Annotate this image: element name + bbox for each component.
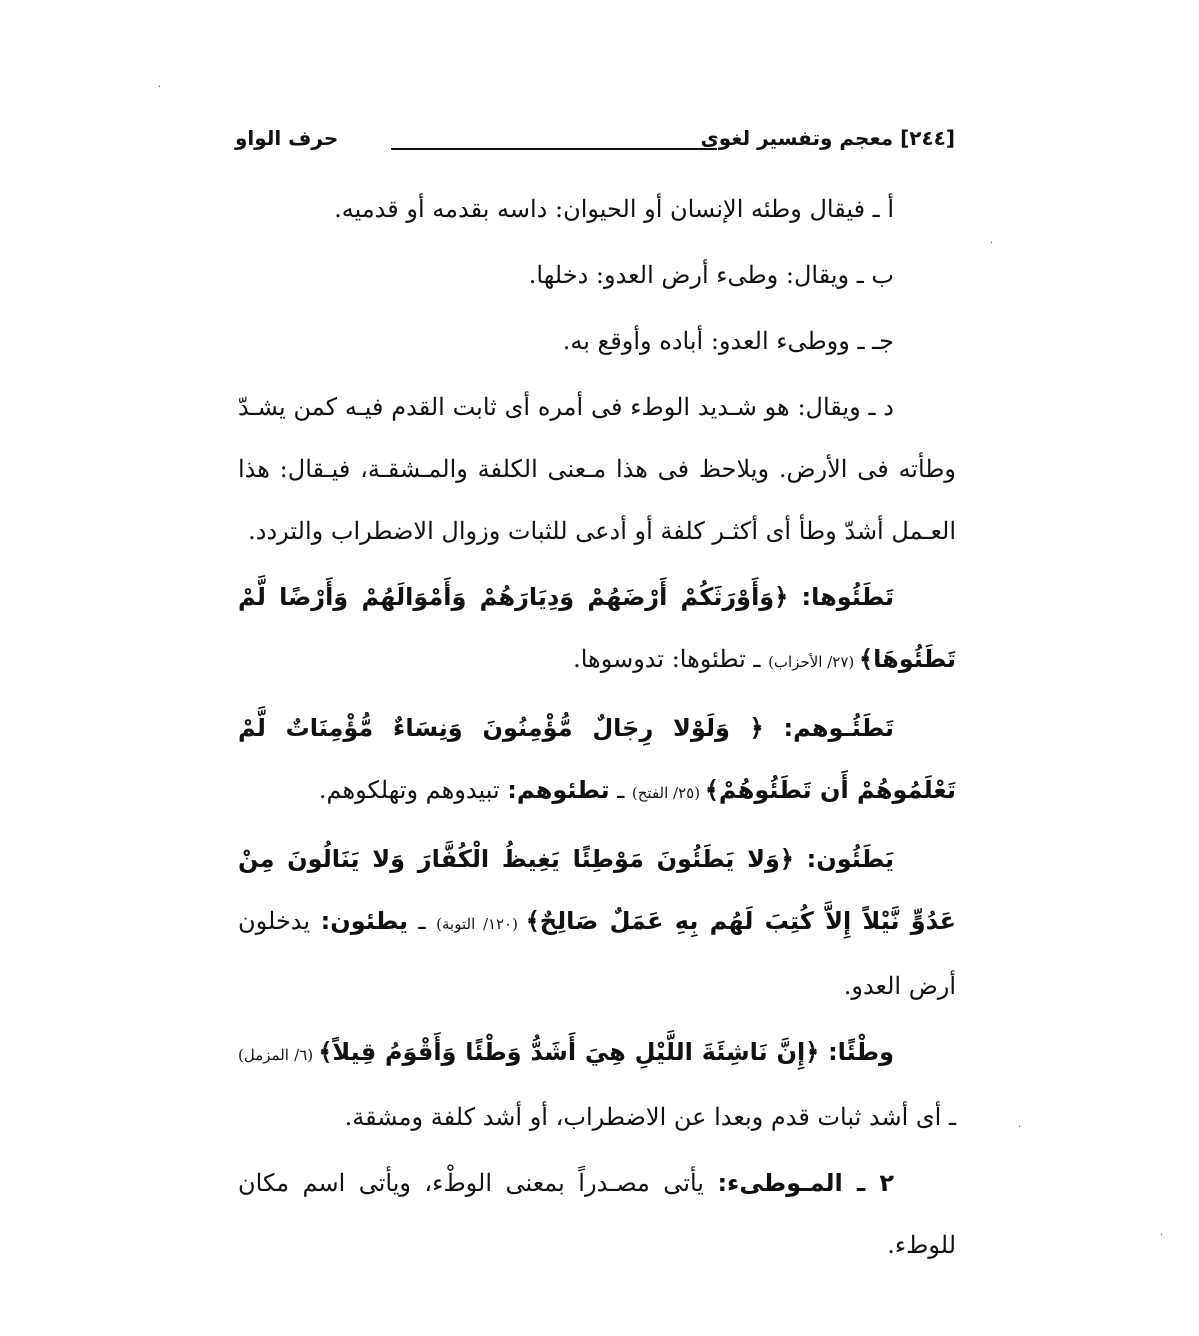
paragraph (238, 376, 956, 562)
body-run: د ـ ويقال: هو شـديد الوطء فى أمره أى ثابت القدم فيـه كمن يشـدّ وطأته فى الأرض. ويلاحظ فى هذا مـعنى الكلفة والمـشقـة، فيـقال: هذا العـمل أشدّ وطأ أى أكثـر كلفة أو أدعى للثبات وزوال الاضطراب والتردد. (238, 393, 956, 545)
entry-term: تطئوهم: (507, 776, 610, 804)
scan-speck: · (158, 82, 162, 93)
quran-verse: ﴿إِنَّ نَاشِئَةَ اللَّيْلِ هِيَ أَشَدُّ وَطْئًا وَأَقْوَمُ قِيلاً﴾ (318, 1038, 820, 1066)
body-run: ـ تطئوها: تدوسوها. (573, 645, 769, 673)
paragraph (238, 244, 956, 306)
entry-term: وطْئًا: (819, 1038, 895, 1066)
verse-reference: (٢٧/ الأحزاب) (768, 653, 860, 671)
page-number: [٢٤٤] (900, 126, 955, 150)
quran-verse: ﴿وَأَوْرَثَكُمْ أَرْضَهُمْ وَدِيَارَهُمْ وَأَمْوَالَهُمْ وَأَرْضًا لَّمْ تَطَئُوهَا﴾ (238, 583, 956, 673)
verse-reference: (١٢٠/ التوبة) (436, 915, 526, 933)
scan-speck: · (990, 238, 994, 249)
paragraph (238, 310, 956, 372)
header-rule (391, 148, 717, 150)
entry-term: يَطَئُون: (793, 845, 894, 873)
body-run: ـ (609, 776, 632, 804)
body-run: تبيدوهم وتهلكوهم. (318, 776, 508, 804)
entry-term: تَطَئُـوهم: (763, 714, 894, 742)
body-run: يدخلون أرض العدو. (238, 907, 956, 1000)
chapter-title: حرف الواو (235, 126, 339, 150)
verse-reference: (٢٥/ الفتح) (631, 784, 705, 802)
body-run: ب ـ ويقال: وطىء أرض العدو: دخلها. (528, 261, 894, 289)
body-run: أ ـ فيقال وطئه الإنسان أو الحيوان: داسه بقدمه أو قدميه. (334, 195, 894, 223)
paragraph (238, 566, 956, 693)
body-run: جـ ـ ووطىء العدو: أباده وأوقع به. (562, 327, 894, 355)
body-run: ـ أى أشد ثبات قدم وبعدا عن الاضطراب، أو أشد كلفة ومشقة. (344, 1103, 956, 1131)
entry-term: ٢ ـ المـوطىء: (717, 1169, 895, 1197)
quran-verse: ﴿وَلا يَطَئُونَ مَوْطِئًا يَغِيظُ الْكُفَّارَ وَلا يَنَالُونَ مِنْ عَدُوٍّ نَّيْلاً إِلاَّ كُتِبَ لَهُم بِهِ عَمَلٌ صَالِحٌ﴾ (238, 845, 956, 935)
entry-term: يطئون: (320, 907, 408, 935)
paragraph (238, 697, 956, 824)
entry-term: تَطَئُوها: (788, 583, 894, 611)
book-title: معجم وتفسير لغوى (700, 126, 894, 150)
paragraph (238, 178, 956, 240)
scan-speck: · (1160, 1230, 1164, 1241)
quran-verse: ﴿ وَلَوْلا رِجَالٌ مُّؤْمِنُونَ وَنِسَاءٌ مُّؤْمِنَاتٌ لَّمْ تَعْلَمُوهُمْ أَن تَطَئُوهُمْ﴾ (238, 714, 956, 804)
body-text (238, 178, 956, 1276)
paragraph (238, 1152, 956, 1276)
header-book-title (700, 126, 955, 150)
scan-speck: · (1018, 1122, 1022, 1133)
body-run: ـ (407, 907, 437, 935)
verse-reference: (٦/ المزمل) (238, 1046, 319, 1064)
paragraph (238, 828, 956, 1017)
body-run: يأتى مصـدراً بمعنى الوطْء، ويأتى اسم مكان للوطء. (238, 1169, 956, 1259)
running-header (235, 126, 955, 162)
paragraph (238, 1021, 956, 1148)
